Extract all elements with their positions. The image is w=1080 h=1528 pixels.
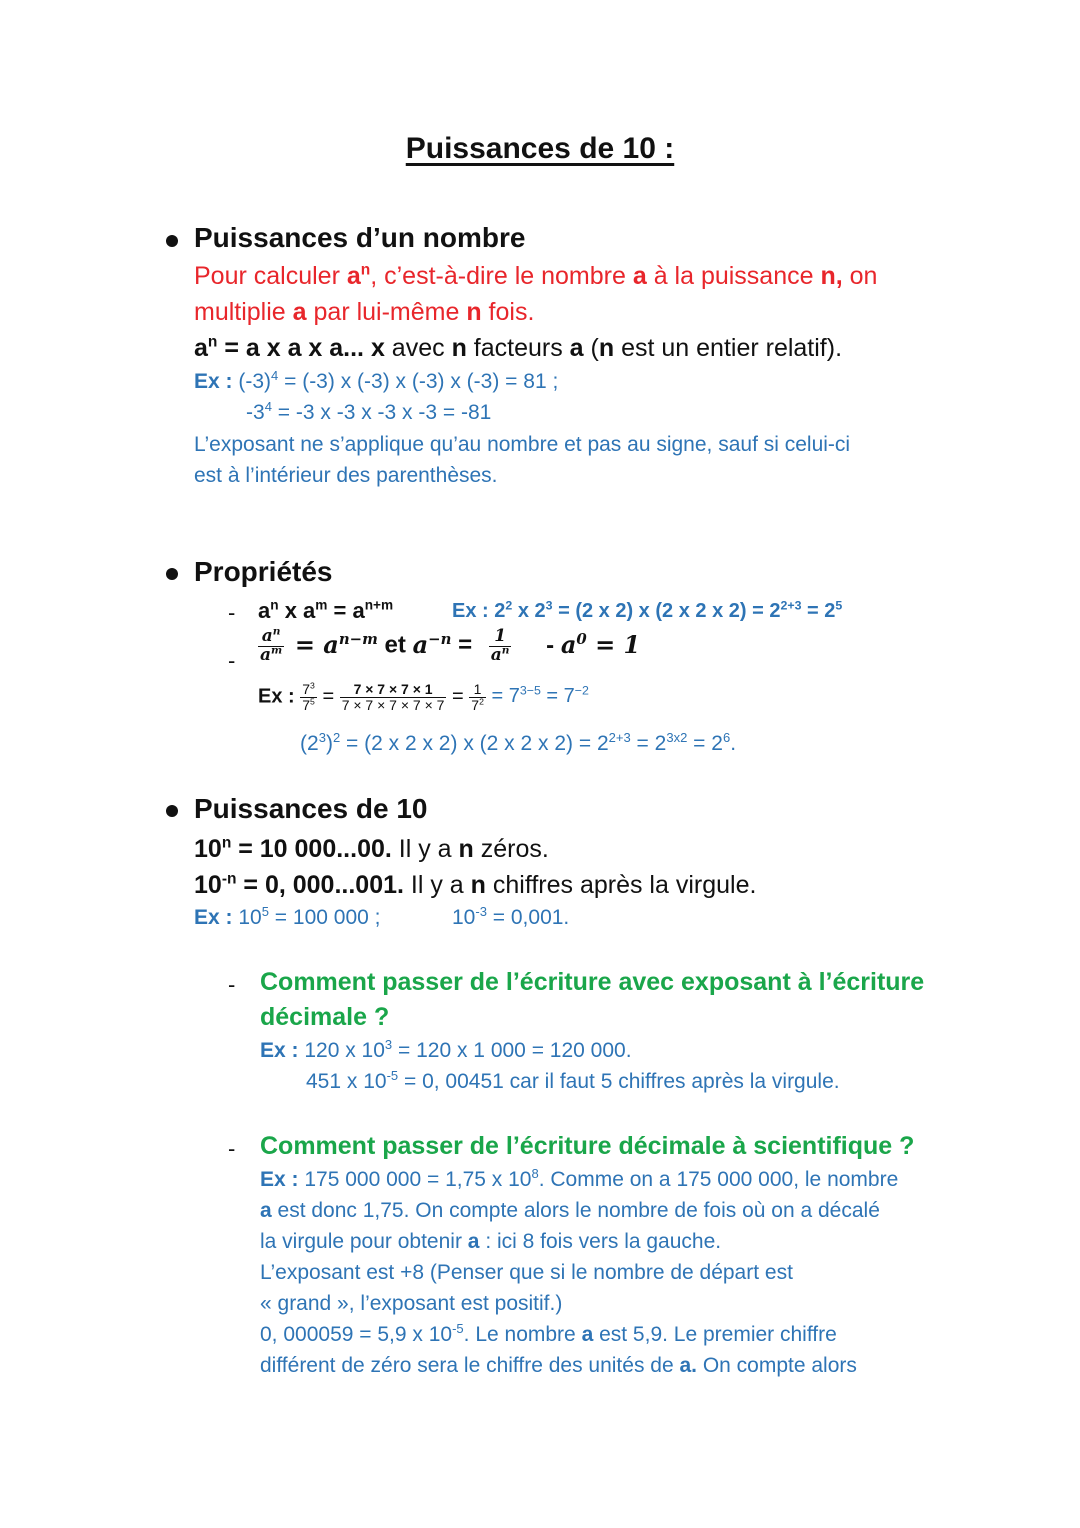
list-dash: - [228, 1136, 236, 1161]
sub2-line-5: « grand », l’exposant est positif.) [260, 1292, 563, 1315]
fraction-one-over-an: $\frac{1}{a^n}$ [490, 626, 510, 665]
property-power-of-power-example: $(2^3)^2 = (2$ x 2 x 2) x (2 x 2 x $2) = 2^{2+3} = 2^{3x2} = 2^6$. [300, 730, 737, 755]
note-line-1: L’exposant ne s’applique qu’au nombre et pas au signe, sauf si celui-ci [194, 433, 851, 456]
question-decimal-to-scientific: Comment passer de l’écriture décimale à scientifique ? [260, 1132, 915, 1160]
negative-power-rule: $10^{-n} = 0$, 000...001. Il y a n chiffres après la virgule. [194, 870, 757, 899]
bullet-icon [166, 568, 178, 580]
bullet-icon [166, 805, 178, 817]
positive-power-rule: $10^n = 10$ 000...00. Il y a n zéros. [194, 834, 549, 863]
list-dash: - [228, 648, 236, 673]
question-exponent-to-decimal: Comment passer de l’écriture avec exposant à l’écriture [260, 968, 925, 996]
property-quotient: $\frac{a^n}{a^m}$ = $a^{n-m}$ et $a^{-n}$ = $\frac{1}{a^n}$ - $a^0 = 1$ [260, 625, 641, 665]
page-title: Puissances de 10 : [405, 132, 675, 165]
section-heading-powers-of-ten: Puissances de 10 [194, 793, 428, 824]
fraction-7-3-over-7-5: $\frac{7^3}{7^5}$ [302, 680, 315, 713]
property-quotient-example: Ex : $\frac{7^3}{7^5}$ = $\frac{7 \times 7 \times 7 \times 1}{7 \times 7 \times 7 \times 7 \times 7}$ = $\frac{1}{7^2}$ = $7^{3-5} = 7^{-2}$ [258, 680, 589, 713]
property-product-example: Ex : $2^2$ x $2^3 = (2$ x 2) x (2 x 2 x $2) = 2^{2+3} = 2^5$ [452, 598, 843, 622]
sub1-example-2: 451 x $10^{-5} = 0$, 00451 car il faut 5 chiffres après la virgule. [306, 1068, 840, 1093]
sub2-line-7: différent de zéro sera le chiffre des unités de a. On compte alors [260, 1354, 857, 1377]
bullet-icon [166, 235, 178, 247]
definition-line-2: multiplie a par lui-même n fois. [194, 298, 535, 326]
list-dash: - [228, 972, 236, 997]
sub1-example-1: Ex : 120 x $10^3 = 120$ x 1 000 = 120 000. [260, 1037, 632, 1062]
fraction-an-over-am: $\frac{a^n}{a^m}$ [260, 625, 283, 665]
definition-line-1: Pour calculer $a^n$, c’est-à-dire le nombre a à la puissance n, on [194, 261, 878, 290]
note-line-2: est à l’intérieur des parenthèses. [194, 464, 498, 487]
fraction-expanded: $\frac{7 \times 7 \times 7 \times 1}{7 \times 7 \times 7 \times 7 \times 7}$ [341, 681, 445, 713]
section-heading-properties: Propriétés [194, 556, 333, 587]
powers-of-ten-example-2: $10^{-3} = 0,001$. [452, 904, 570, 929]
powers-of-ten-example: Ex : $10^5 = 100$ 000 ; [194, 904, 381, 929]
list-dash: - [228, 600, 236, 625]
fraction-one-over-7-2: $\frac{1}{7^2}$ [471, 681, 484, 713]
section-heading-powers: Puissances d’un nombre [194, 222, 526, 253]
sub2-line-4: L’exposant est +8 (Penser que si le nombre de départ est [260, 1261, 793, 1284]
sub2-line-3: la virgule pour obtenir a : ici 8 fois vers la gauche. [260, 1230, 722, 1253]
sub2-line-1: Ex : 175 000 000 = 1,75 x $10^8$. Comme on a 175 000 000, le nombre [260, 1166, 899, 1191]
sub2-line-2: a est donc 1,75. On compte alors le nombre de fois où on a décalé [260, 1199, 880, 1222]
property-product: $a^n$ x $a^m = a^{n+m}$ [258, 597, 394, 623]
sub2-line-6: 0, 000059 = 5,9 x $10^{-5}$. Le nombre a est 5,9. Le premier chiffre [260, 1321, 837, 1346]
example-line-2: $-3^4 = -3$ x -3 x -3 x -3 = -81 [246, 399, 492, 424]
question-exponent-to-decimal-cont: décimale ? [260, 1003, 390, 1031]
example-line-1: Ex : $(-3)^4 = (-3)$ x (-3) x (-3) x (-3) = 81 ; [194, 368, 559, 393]
power-formula: $a^n = a$ x a x a... x avec n facteurs a (n est un entier relatif). [194, 333, 843, 362]
